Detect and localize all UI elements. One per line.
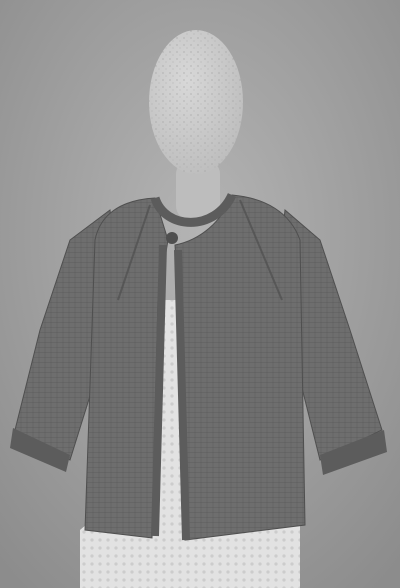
mannequin-head-texture <box>149 30 243 174</box>
cardigan-right-front <box>175 195 305 540</box>
cardigan-button <box>166 232 178 244</box>
